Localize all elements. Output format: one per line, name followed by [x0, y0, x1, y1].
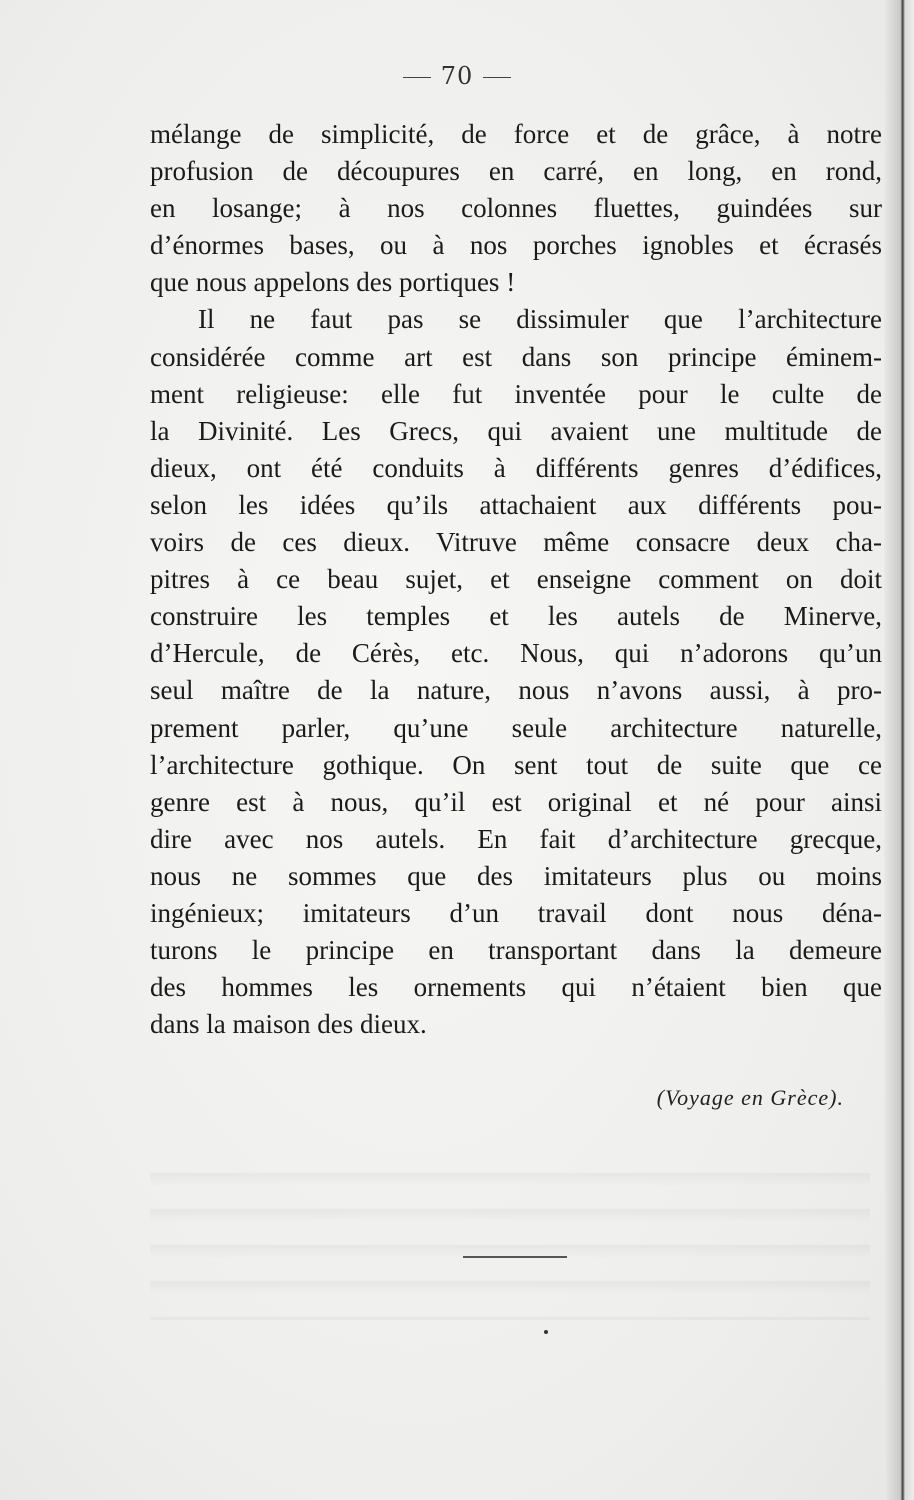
text-line: prement parler, qu’une seule architecture naturelle, — [150, 712, 882, 743]
body-text — [150, 116, 882, 1043]
source-citation: (Voyage en Grèce). — [656, 1085, 844, 1110]
text-line: selon les idées qu’ils attachaient aux différents pou- — [150, 489, 882, 520]
text-line: ment religieuse: elle fut inventée pour le culte de — [150, 378, 882, 409]
text-line: dieux, ont été conduits à différents genres d’édifices, — [150, 452, 882, 483]
text-line: nous ne sommes que des imitateurs plus ou moins — [150, 860, 882, 891]
text-line: des hommes les ornements qui n’étaient bien que — [150, 972, 882, 1003]
text-line: la Divinité. Les Grecs, qui avaient une multitude de — [150, 415, 882, 446]
text-line: dans la maison des dieux. — [150, 1009, 427, 1040]
text-line: profusion de découpures en carré, en long, en rond, — [150, 156, 882, 187]
stray-dot — [544, 1330, 548, 1334]
text-line: mélange de simplicité, de force et de grâce, à notre — [150, 119, 882, 149]
text-line: turons le principe en transportant dans la demeure — [150, 935, 882, 966]
page-number-value: 70 — [440, 62, 474, 90]
text-line: ingénieux; imitateurs d’un travail dont nous déna- — [150, 897, 882, 928]
page-number-dash-left — [403, 77, 431, 78]
text-line: genre est à nous, qu’il est original et né pour ainsi — [150, 786, 882, 817]
page-number — [0, 62, 914, 90]
text-line: construire les temples et les autels de Minerve, — [150, 601, 882, 632]
text-line: que nous appelons des portiques ! — [150, 267, 516, 298]
text-line: voirs de ces dieux. Vitruve même consacre deux cha- — [150, 527, 882, 558]
text-line: pitres à ce beau sujet, et enseigne comment on doit — [150, 564, 882, 595]
text-line: d’énormes bases, ou à nos porches ignobles et écrasés — [150, 230, 882, 261]
end-rule — [463, 1256, 567, 1258]
text-line: en losange; à nos colonnes fluettes, guindées sur — [150, 193, 882, 224]
text-line: Il ne faut pas se dissimuler que l’architecture — [198, 304, 882, 335]
page-edge-shadow — [884, 0, 914, 1500]
bleed-through — [150, 1150, 870, 1320]
text-line: l’architecture gothique. On sent tout de suite que ce — [150, 749, 882, 780]
page-number-dash-right — [483, 77, 511, 78]
text-line: seul maître de la nature, nous n’avons aussi, à pro- — [150, 675, 882, 706]
text-line: dire avec nos autels. En fait d’architecture grecque, — [150, 823, 882, 854]
text-line: considérée comme art est dans son principe éminem- — [150, 341, 882, 372]
text-line: d’Hercule, de Cérès, etc. Nous, qui n’adorons qu’un — [150, 638, 882, 669]
